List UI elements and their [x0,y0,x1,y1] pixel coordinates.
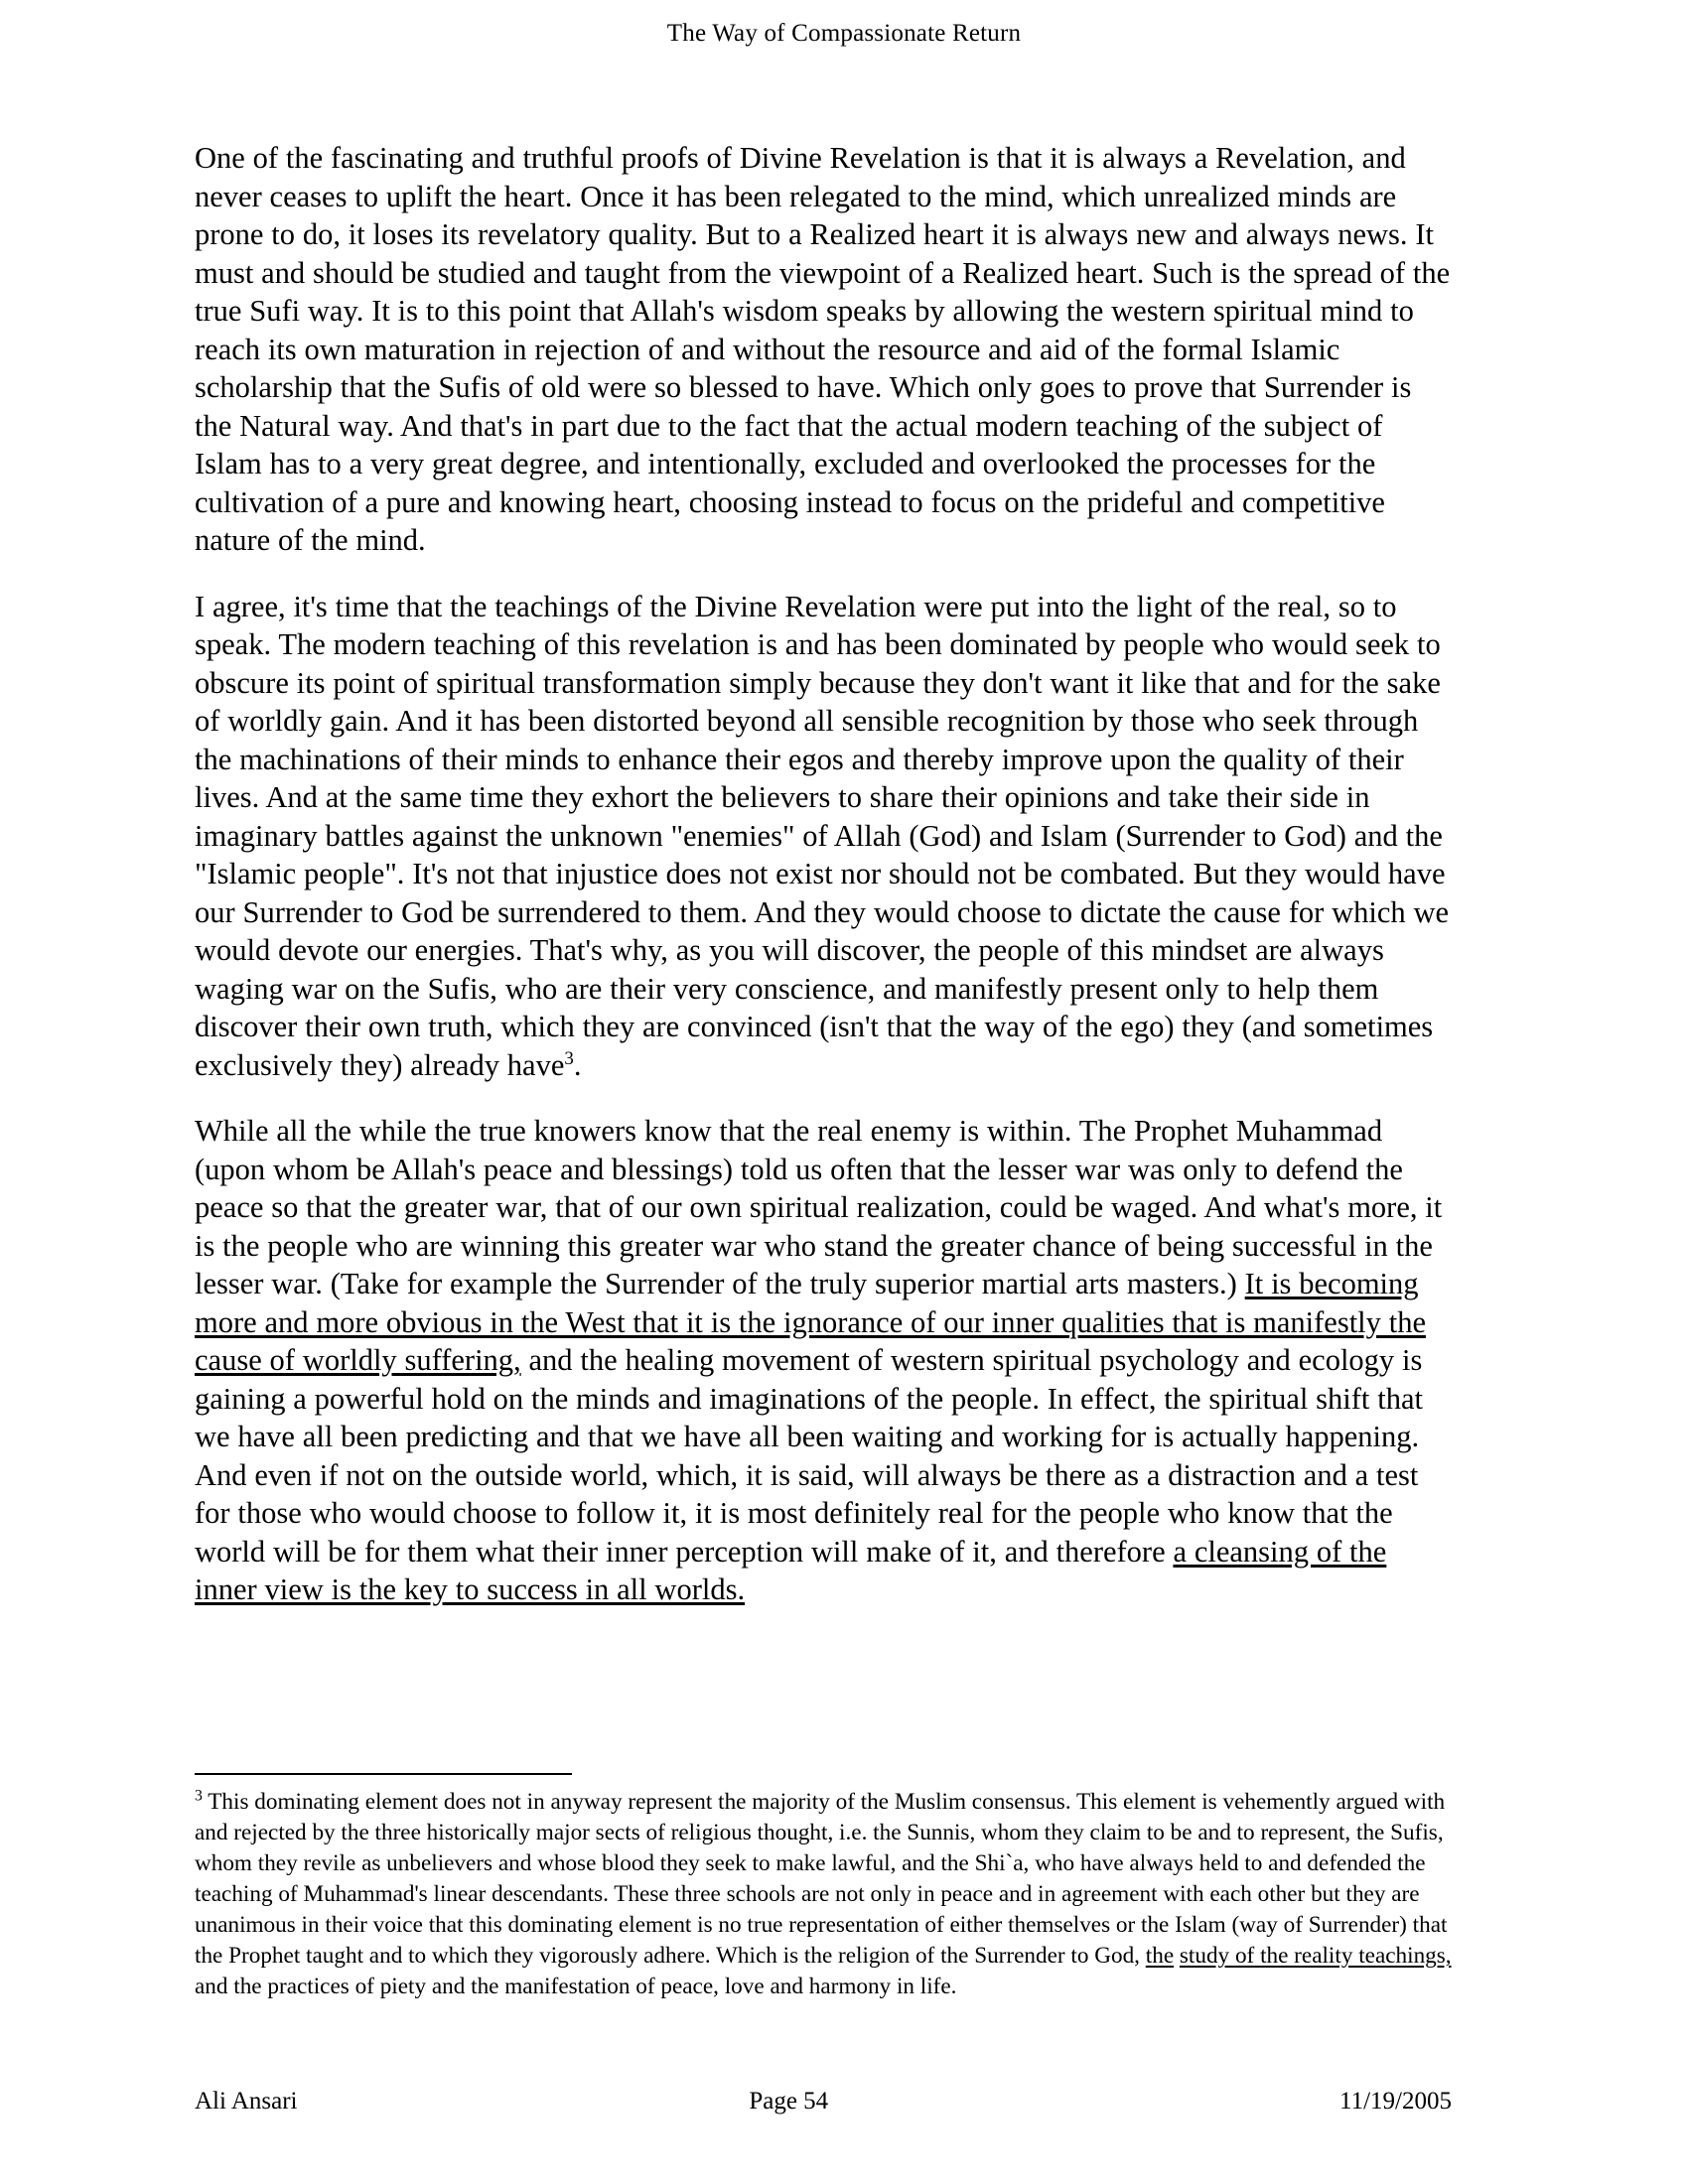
paragraph-3-part-2: and the healing movement of western spiritual psychology and ecology is gaining a powerful hold on the minds and imaginations of the people. In effect, the spiritual shift that we have all been predicting and that we have all been waiting and working for is actually happening. And even if not on the outside world, which, it is said, will always be there as a distraction and a test for those who would choose to follow it, it is most definitely real for the people who know that the world will be for them what their inner perception will make of it, and therefore [195,1343,1423,1569]
footnote-3 [195,1787,1452,2002]
body-text-block [195,139,1452,1609]
footnote-marker: 3 [195,1787,203,1805]
page-footer [195,2088,1452,2116]
footer-page-number: Page 54 [749,2088,829,2115]
footnote-text-part-1: This dominating element does not in anyway represent the majority of the Muslim consensus. This element is vehemently argued with and rejected by the three historically major sects of religious thought, i.e. the Sunnis, whom they claim to be and to represent, the Sufis, whom they revile as unbelievers and whose blood they seek to make lawful, and the Shi`a, who have always held to and defended the teaching of Muhammad's linear descendants. These three schools are not only in peace and in agreement with each other but they are unanimous in their voice that this dominating element is no true representation of either themselves or the Islam (way of Surrender) that the Prophet taught and to which they vigorously adhere. Which is the religion of the Surrender to God, [195,1789,1448,1969]
footnote-underlined-2: study of the reality teachings, [1179,1943,1452,1969]
footer-date: 11/19/2005 [1339,2088,1452,2115]
paragraph-1: One of the fascinating and truthful proofs of Divine Revelation is that it is always a Revelation, and never ceases to uplift the heart. Once it has been relegated to the mind, which unrealized minds are prone to do, it loses its revelatory quality. But to a Realized heart it is always new and always news. It must and should be studied and taught from the viewpoint of a Realized heart. Such is the spread of the true Sufi way. It is to this point that Allah's wisdom speaks by allowing the western spiritual mind to reach its own maturation in rejection of and without the resource and aid of the formal Islamic scholarship that the Sufis of old were so blessed to have. Which only goes to prove that Surrender is the Natural way. And that's in part due to the fact that the actual modern teaching of the subject of Islam has to a very great degree, and intentionally, excluded and overlooked the processes for the cultivation of a pure and knowing heart, choosing instead to focus on the prideful and competitive nature of the mind. [195,141,1451,557]
paragraph-2 [195,588,1452,1085]
paragraph-2-tail: . [573,1047,582,1082]
paragraph-3 [195,1112,1452,1609]
paragraph-2-text: I agree, it's time that the teachings of the Divine Revelation were put into the light of the real, so to speak. The modern teaching of this revelation is and has been dominated by people who would seek to obscure its point of spiritual transformation simply because they don't want it like that and for the sake of worldly gain. And it has been distorted beyond all sensible recognition by those who seek through the machinations of their minds to enhance their egos and thereby improve upon the quality of their lives. And at the same time they exhort the believers to share their opinions and take their side in imaginary battles against the unknown "enemies" of Allah (God) and Islam (Surrender to God) and the "Islamic people". It's not that injustice does not exist nor should not be combated. But they would have our Surrender to God be surrendered to them. And they would choose to dictate the cause for which we would devote our energies. That's why, as you will discover, the people of this mindset are always waging war on the Sufis, who are their very conscience, and manifestly present only to help them discover their own truth, which they are convinced (isn't that the way of the ego) they (and sometimes exclusively they) already have [195,589,1450,1082]
paragraph-3-part-1: While all the while the true knowers know that the real enemy is within. The Prophet Muhammad (upon whom be Allah's peace and blessings) told us often that the lesser war was only to defend the peace so that the greater war, that of our own spiritual realization, could be waged. And what's more, it is the people who are winning this greater war who stand the greater chance of being successful in the lesser war. (Take for example the Surrender of the truly superior martial arts masters.) [195,1114,1443,1300]
footnote-separator-rule [195,1773,572,1775]
footnote-reference-3[interactable]: 3 [564,1047,574,1069]
running-head: The Way of Compassionate Return [666,20,1022,47]
footer-author: Ali Ansari [195,2088,298,2115]
footnote-underlined-1: the [1145,1943,1175,1969]
paragraph-3-underlined-1: It is becoming more and more obvious in the West that it is the ignorance of our inner qualities that is manifestly the cause of worldly suffering, [195,1267,1426,1377]
paragraph-3-underlined-2: a cleansing of the inner view is the key to success in all worlds. [195,1534,1387,1606]
footnote-text-part-2: and the practices of piety and the manifestation of peace, love and harmony in life. [195,1974,957,1999]
